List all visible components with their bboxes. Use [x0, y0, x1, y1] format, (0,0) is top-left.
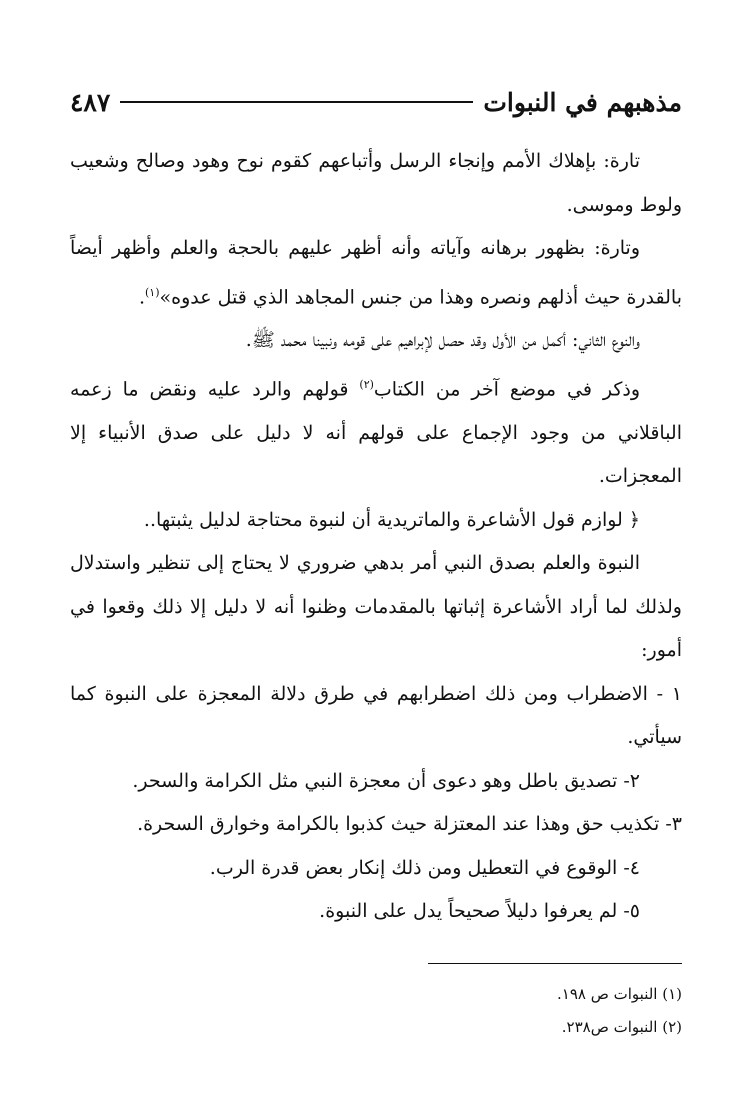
paragraph-2-text: وتارة: بظهور برهانه وآياته وأنه أظهر عليهم بالحجة والعلم وأظهر أيضاً بالقدرة حيث أذلهم ونصره وهذا من جنس المجاهد الذي قتل عدوه»	[70, 237, 682, 308]
list-item-4: ٤- الوقوع في التعطيل ومن ذلك إنكار بعض قدرة الرب.	[209, 856, 640, 879]
paragraph-4-text-b: قولهم والرد عليه ونقض ما زعمه الباقلاني من وجود الإجماع على قولهم أنه لا دليل على صدق الأنبياء إلا المعجزات.	[70, 378, 682, 488]
page-number: ٤٨٧	[70, 87, 111, 117]
body-text	[70, 140, 682, 934]
paragraph-4-text-a: وذكر في موضع آخر من الكتاب	[373, 378, 641, 401]
list-item-3: ٣- تكذيب حق وهذا عند المعتزلة حيث كذبوا بالكرامة وخوارق السحرة.	[137, 813, 682, 836]
paragraph-1: تارة: بإهلاك الأمم وإنجاء الرسل وأتباعهم كقوم نوح وهود وصالح وشعيب ولوط وموسى.	[70, 150, 682, 216]
running-title: مذهبهم في النبوات	[483, 87, 682, 117]
footnotes	[300, 978, 682, 1044]
footnote-ref-1: (١)	[144, 285, 160, 299]
paragraph-2-end: .	[138, 285, 145, 308]
running-header	[70, 82, 682, 122]
footnote-ref-2: (٢)	[359, 377, 374, 391]
paragraph-4	[70, 363, 682, 499]
footnote-2: (٢) النبوات ص٢٣٨.	[561, 1018, 682, 1036]
paragraph-6: النبوة والعلم بصدق النبي أمر بدهي ضروري لا يحتاج إلى تنظير واستدلال ولذلك لما أراد الأشاعرة إثباتها بالمقدمات وظنوا أنه لا دليل إلا ذلك وقعوا في أمور:	[70, 552, 682, 662]
footnote-1: (١) النبوات ص ١٩٨.	[557, 985, 682, 1003]
list-item-1: ١ - الاضطراب ومن ذلك اضطرابهم في طرق دلالة المعجزة على النبوة كما سيأتي.	[70, 682, 682, 749]
list-item-5: ٥- لم يعرفوا دليلاً صحيحاً يدل على النبوة.	[319, 900, 640, 923]
paragraph-2	[70, 227, 682, 319]
footnote-separator	[428, 963, 682, 964]
header-rule	[120, 101, 473, 103]
paragraph-3: والنوع الثاني: أكمل من الأول وقد حصل لإبراهيم على قومه ونبينا محمد ﷺ.	[245, 329, 640, 352]
list-item-2: ٢- تصديق باطل وهو دعوى أن معجزة النبي مثل الكرامة والسحر.	[132, 769, 640, 792]
section-heading: ﴿ لوازم قول الأشاعرة والماتريدية أن لنبوة محتاجة لدليل يثبتها..	[143, 508, 640, 531]
